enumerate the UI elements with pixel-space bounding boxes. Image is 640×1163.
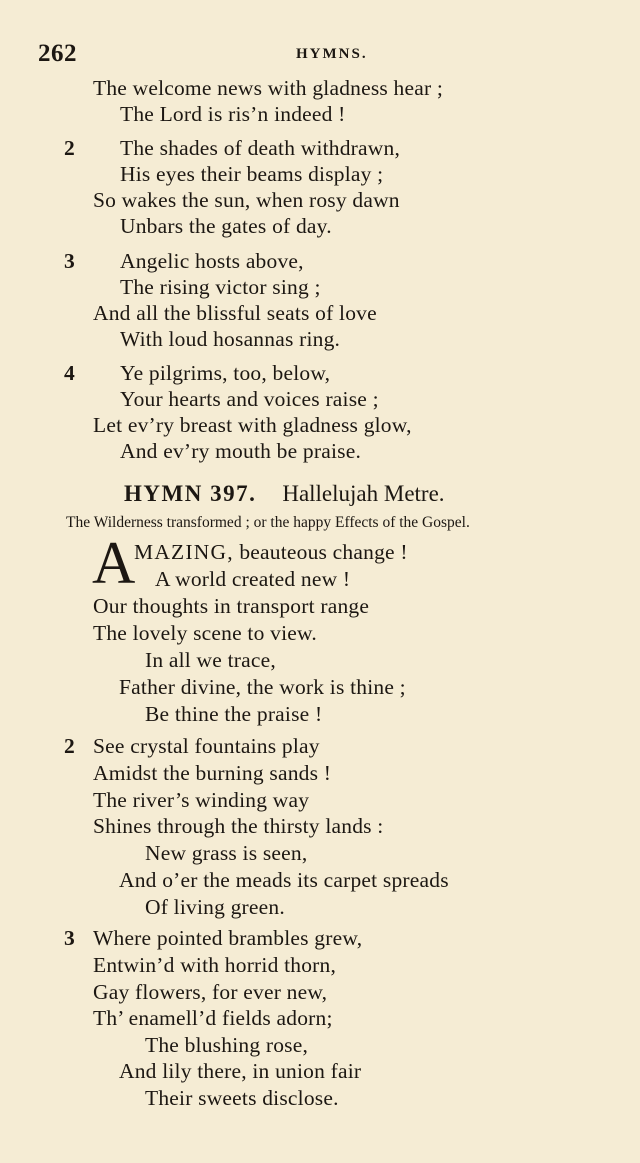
verse-line: And lily there, in union fair — [119, 1059, 362, 1083]
hymn-number: HYMN 397. — [124, 481, 257, 506]
verse-line: New grass is seen, — [145, 841, 308, 865]
running-header — [38, 40, 598, 68]
verse-number: 4 — [64, 361, 75, 385]
verse-line: In all we trace, — [145, 648, 276, 672]
verse-line: Where pointed brambles grew, — [93, 926, 363, 950]
drop-cap: A — [92, 530, 136, 596]
verse-line: So wakes the sun, when rosy dawn — [93, 188, 400, 212]
verse-line: Let ev’ry breast with gladness glow, — [93, 413, 412, 437]
verse-line: The Lord is ris’n indeed ! — [120, 102, 346, 126]
verse-line: A world created new ! — [155, 567, 351, 591]
verse-line: The rising victor sing ; — [120, 275, 321, 299]
verse-line: The river’s winding way — [93, 788, 310, 812]
verse-line: Unbars the gates of day. — [120, 214, 332, 238]
verse-line: Shines through the thirsty lands : — [93, 814, 384, 838]
verse-line: And o’er the meads its carpet spreads — [119, 868, 449, 892]
verse-number: 2 — [64, 136, 75, 160]
verse-line: Ye pilgrims, too, below, — [120, 361, 331, 385]
running-title: HYMNS. — [296, 46, 368, 62]
verse-line: Amidst the burning sands ! — [93, 761, 332, 785]
verse-line: Our thoughts in transport range — [93, 594, 370, 618]
hymn-subtitle: The Wilderness transformed ; or the happy Effects of the Gospel. — [66, 514, 470, 531]
verse-line: See crystal fountains play — [93, 734, 320, 758]
page-number: 262 — [38, 40, 77, 67]
hymn-metre: Hallelujah Metre. — [282, 481, 445, 506]
verse-line: Your hearts and voices raise ; — [120, 387, 379, 411]
verse-number: 2 — [64, 734, 75, 758]
verse-line: The blushing rose, — [145, 1033, 309, 1057]
verse-line: The welcome news with gladness hear ; — [93, 76, 444, 100]
hymn-title — [124, 480, 445, 508]
verse-line: And ev’ry mouth be praise. — [120, 439, 362, 463]
verse-line: And all the blissful seats of love — [93, 301, 377, 325]
first-word-rest: MAZING, — [134, 540, 234, 564]
verse-line: The lovely scene to view. — [93, 621, 317, 645]
verse-number: 3 — [64, 249, 75, 273]
verse-line: His eyes their beams display ; — [120, 162, 384, 186]
verse-line: Angelic hosts above, — [120, 249, 304, 273]
verse-line: Gay flowers, for ever new, — [93, 980, 328, 1004]
verse-number: 3 — [64, 926, 75, 950]
verse-line: Of living green. — [145, 895, 285, 919]
verse-line: Be thine the praise ! — [145, 702, 323, 726]
verse-line: With loud hosannas ring. — [120, 327, 341, 351]
verse-first-line — [134, 539, 408, 565]
verse-line: Their sweets disclose. — [145, 1086, 339, 1110]
verse-line: beauteous change ! — [233, 540, 408, 564]
verse-line: Father divine, the work is thine ; — [119, 675, 406, 699]
verse-line: Th’ enamell’d fields adorn; — [93, 1006, 333, 1030]
verse-line: Entwin’d with horrid thorn, — [93, 953, 337, 977]
verse-line: The shades of death withdrawn, — [120, 136, 401, 160]
